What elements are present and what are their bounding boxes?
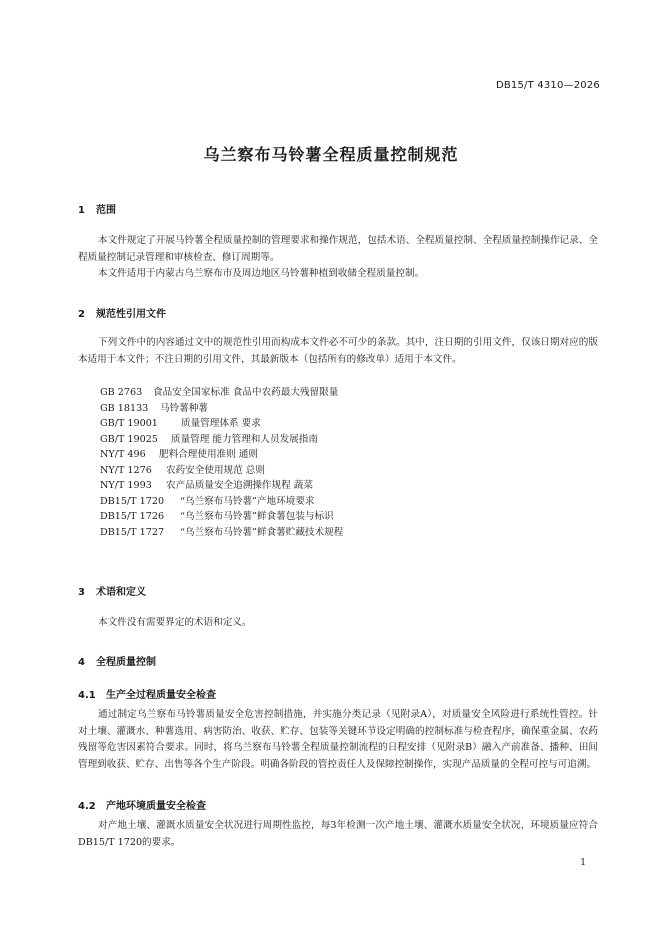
section-number: 1 (78, 205, 85, 216)
reference-item (100, 401, 343, 417)
reference-item (100, 385, 343, 401)
reference-title: “乌兰察布马铃薯”鲜食薯包装与标识 (180, 511, 334, 522)
reference-code: NY/T 1276 (100, 464, 152, 476)
section-3-paragraph: 本文件没有需要界定的术语和定义。 (98, 617, 252, 628)
reference-code: GB 2763 (100, 387, 143, 398)
section-title: 全程质量控制 (96, 657, 156, 668)
section-1-paragraph-1: 本文件规定了开展马铃薯全程质量控制的管理要求和操作规范，包括术语、全程质量控制、全程质量控制操作记录、全程质量控制记录管理和审核检查、修订周期等。 (78, 235, 598, 263)
section-4-2-paragraph: 对产地土壤、灌溉水质量安全状况进行周期性监控，每3年检测一次产地土壤、灌溉水质量安全状况，环境质量应符合DB15/T 1720的要求。 (78, 820, 598, 848)
reference-code: GB 18133 (100, 402, 149, 414)
reference-code: NY/T 496 (100, 449, 146, 460)
reference-code: DB15/T 1720 (100, 495, 165, 507)
section-1-paragraph-2: 本文件适用于内蒙古乌兰察布市及周边地区马铃薯种植到收储全程质量控制。 (98, 268, 425, 279)
page-number: 1 (580, 858, 586, 868)
reference-item (100, 509, 343, 525)
reference-item (100, 525, 343, 541)
reference-title: 马铃薯种薯 (160, 402, 208, 414)
reference-item (100, 478, 343, 494)
section-title: 范围 (96, 205, 116, 216)
reference-code: DB15/T 1726 (100, 511, 165, 522)
section-title: 术语和定义 (96, 587, 146, 598)
reference-title: 质量管理 能力管理和人员发展指南 (171, 433, 318, 445)
reference-title: 质量管理体系 要求 (181, 418, 261, 429)
normative-reference-list (100, 385, 343, 540)
section-number: 3 (78, 587, 85, 598)
reference-code: GB/T 19001 (100, 418, 158, 429)
section-3-heading (78, 583, 146, 598)
reference-title: 食品安全国家标准 食品中农药最大残留限量 (153, 387, 339, 398)
section-4-1-heading (78, 686, 216, 701)
reference-title: “乌兰察布马铃薯”产地环境要求 (180, 495, 315, 507)
reference-title: 农药安全使用规范 总则 (166, 464, 265, 476)
section-title: 产地环境质量安全检查 (106, 801, 206, 812)
section-1-heading (78, 201, 116, 216)
reference-item (100, 432, 343, 448)
reference-code: GB/T 19025 (100, 433, 158, 445)
section-title: 规范性引用文件 (96, 309, 166, 320)
document-title: 乌兰察布马铃薯全程质量控制规范 (203, 145, 459, 164)
section-number: 4 (78, 657, 85, 668)
section-title: 生产全过程质量安全检查 (106, 690, 216, 701)
reference-item (100, 494, 343, 510)
section-number: 4.1 (78, 690, 96, 701)
reference-title: 肥料合理使用准则 通则 (159, 449, 258, 460)
section-number: 4.2 (78, 801, 96, 812)
reference-code: DB15/T 1727 (100, 526, 165, 538)
section-4-1-paragraph: 通过制定乌兰察布马铃薯质量安全危害控制措施，并实施分类记录（见附录A），对质量安全风险进行系统性管控。针对土壤、灌溉水、种薯选用、病害防治、收获、贮存、包装等关键环节设定明确的控制标准与检查程序，确保重金属、农药残留等危害因素符合要求。同时，将乌兰察布马铃薯全程质量控制流程的日程安排（见附录B）融入产前准备、播种、田间管理到收获、贮存、出售等各个生产阶段。明确各阶段的管控责任人及保障控制操作，实现产品质量的全程可控与可追溯。 (78, 709, 598, 770)
reference-item (100, 447, 343, 463)
reference-item (100, 416, 343, 432)
reference-title: 农产品质量安全追溯操作规程 蔬菜 (166, 480, 313, 491)
section-4-2-heading (78, 797, 206, 812)
section-number: 2 (78, 309, 85, 320)
reference-code: NY/T 1993 (100, 480, 152, 491)
section-4-heading (78, 653, 156, 668)
reference-item (100, 463, 343, 479)
document-code: DB15/T 4310—2026 (495, 80, 600, 91)
section-2-intro: 下列文件中的内容通过文中的规范性引用而构成本文件必不可少的条款。其中，注日期的引用文件，仅该日期对应的版本适用于本文件；不注日期的引用文件，其最新版本（包括所有的修改单）适用于本文件。 (78, 337, 598, 365)
section-2-heading (78, 305, 166, 320)
reference-title: “乌兰察布马铃薯”鲜食薯贮藏技术规程 (180, 526, 344, 538)
